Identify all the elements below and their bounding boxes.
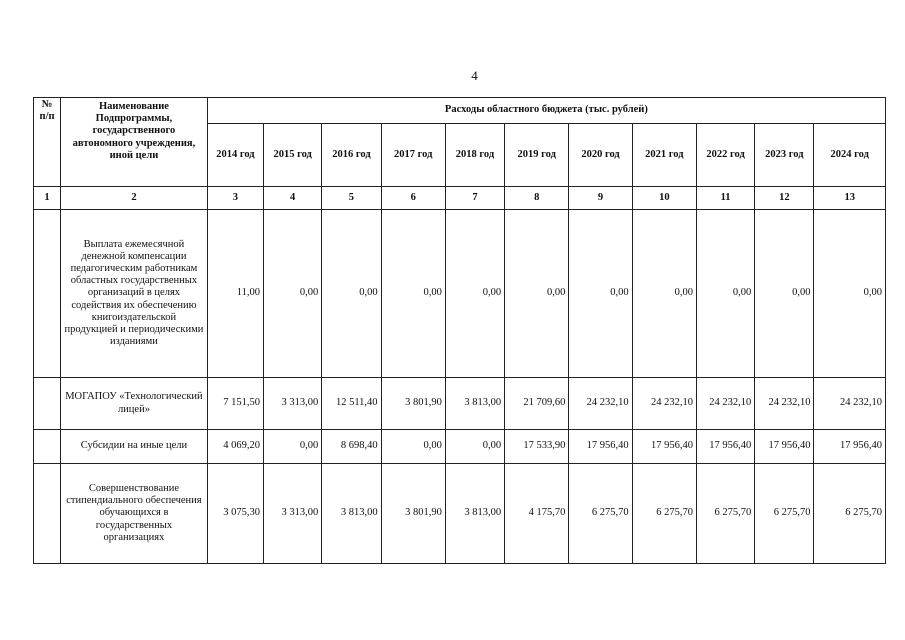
- row-value: 0,00: [632, 210, 696, 378]
- row-value: 0,00: [381, 430, 445, 464]
- row-value: 24 232,10: [632, 378, 696, 430]
- header-year: 2014 год: [207, 124, 263, 187]
- row-value: 17 956,40: [814, 430, 886, 464]
- row-value: 17 533,90: [505, 430, 569, 464]
- header-year: 2020 год: [569, 124, 632, 187]
- row-name: МОГАПОУ «Технологический лицей»: [61, 378, 208, 430]
- row-value: 0,00: [445, 430, 504, 464]
- row-value: 4 069,20: [207, 430, 263, 464]
- row-value: 21 709,60: [505, 378, 569, 430]
- row-value: 3 801,90: [381, 464, 445, 564]
- table-row: [34, 464, 886, 564]
- row-value: 0,00: [264, 210, 322, 378]
- row-value: 4 175,70: [505, 464, 569, 564]
- row-value: 0,00: [505, 210, 569, 378]
- column-number: 3: [207, 187, 263, 210]
- row-value: 24 232,10: [755, 378, 814, 430]
- row-value: 0,00: [264, 430, 322, 464]
- column-number: 13: [814, 187, 886, 210]
- row-name: Субсидии на иные цели: [61, 430, 208, 464]
- row-name: Выплата ежемесячной денежной компенсации педагогическим работникам областных государственных организаций в целях содействия их обеспечению книгоиздательской продукцией и периодическими изданиями: [61, 210, 208, 378]
- column-number: 12: [755, 187, 814, 210]
- row-value: 12 511,40: [322, 378, 381, 430]
- header-year: 2024 год: [814, 124, 886, 187]
- row-value: 3 801,90: [381, 378, 445, 430]
- row-value: 3 075,30: [207, 464, 263, 564]
- row-value: 3 313,00: [264, 378, 322, 430]
- row-value: 6 275,70: [632, 464, 696, 564]
- header-year: 2015 год: [264, 124, 322, 187]
- row-value: 24 232,10: [814, 378, 886, 430]
- row-value: 6 275,70: [569, 464, 632, 564]
- column-number: 2: [61, 187, 208, 210]
- header-year: 2016 год: [322, 124, 381, 187]
- row-value: 7 151,50: [207, 378, 263, 430]
- row-value: 17 956,40: [632, 430, 696, 464]
- row-num: [34, 378, 61, 430]
- column-number: 1: [34, 187, 61, 210]
- row-value: 24 232,10: [569, 378, 632, 430]
- row-value: 3 313,00: [264, 464, 322, 564]
- column-number: 10: [632, 187, 696, 210]
- row-value: 0,00: [569, 210, 632, 378]
- column-number: 4: [264, 187, 322, 210]
- row-name: Совершенствование стипендиального обеспечения обучающихся в государственных организациях: [61, 464, 208, 564]
- row-value: 17 956,40: [569, 430, 632, 464]
- row-value: 0,00: [755, 210, 814, 378]
- header-name: Наименование Подпрограммы, государственного автономного учреждения, иной цели: [61, 98, 208, 187]
- page-number: 4: [471, 68, 478, 83]
- row-num: [34, 464, 61, 564]
- row-value: 24 232,10: [696, 378, 754, 430]
- column-number: 9: [569, 187, 632, 210]
- column-number: 11: [696, 187, 754, 210]
- row-value: 6 275,70: [696, 464, 754, 564]
- row-num: [34, 210, 61, 378]
- row-value: 3 813,00: [322, 464, 381, 564]
- row-value: 0,00: [381, 210, 445, 378]
- header-year: 2019 год: [505, 124, 569, 187]
- row-value: 11,00: [207, 210, 263, 378]
- row-value: 6 275,70: [755, 464, 814, 564]
- row-value: 0,00: [696, 210, 754, 378]
- row-value: 0,00: [322, 210, 381, 378]
- row-value: 3 813,00: [445, 378, 504, 430]
- header-budget: Расходы областного бюджета (тыс. рублей): [207, 98, 885, 124]
- row-value: 17 956,40: [696, 430, 754, 464]
- row-value: 0,00: [445, 210, 504, 378]
- row-value: 17 956,40: [755, 430, 814, 464]
- header-year: 2022 год: [696, 124, 754, 187]
- row-value: 3 813,00: [445, 464, 504, 564]
- header-num: № п/п: [34, 98, 61, 187]
- row-value: 6 275,70: [814, 464, 886, 564]
- header-year: 2017 год: [381, 124, 445, 187]
- column-number: 6: [381, 187, 445, 210]
- row-value: 8 698,40: [322, 430, 381, 464]
- header-year: 2023 год: [755, 124, 814, 187]
- row-num: [34, 430, 61, 464]
- column-number: 7: [445, 187, 504, 210]
- table-row: [34, 378, 886, 430]
- header-year: 2018 год: [445, 124, 504, 187]
- budget-table: [33, 97, 886, 564]
- table-row: [34, 210, 886, 378]
- table-row: [34, 430, 886, 464]
- header-year: 2021 год: [632, 124, 696, 187]
- row-value: 0,00: [814, 210, 886, 378]
- column-number: 8: [505, 187, 569, 210]
- column-number: 5: [322, 187, 381, 210]
